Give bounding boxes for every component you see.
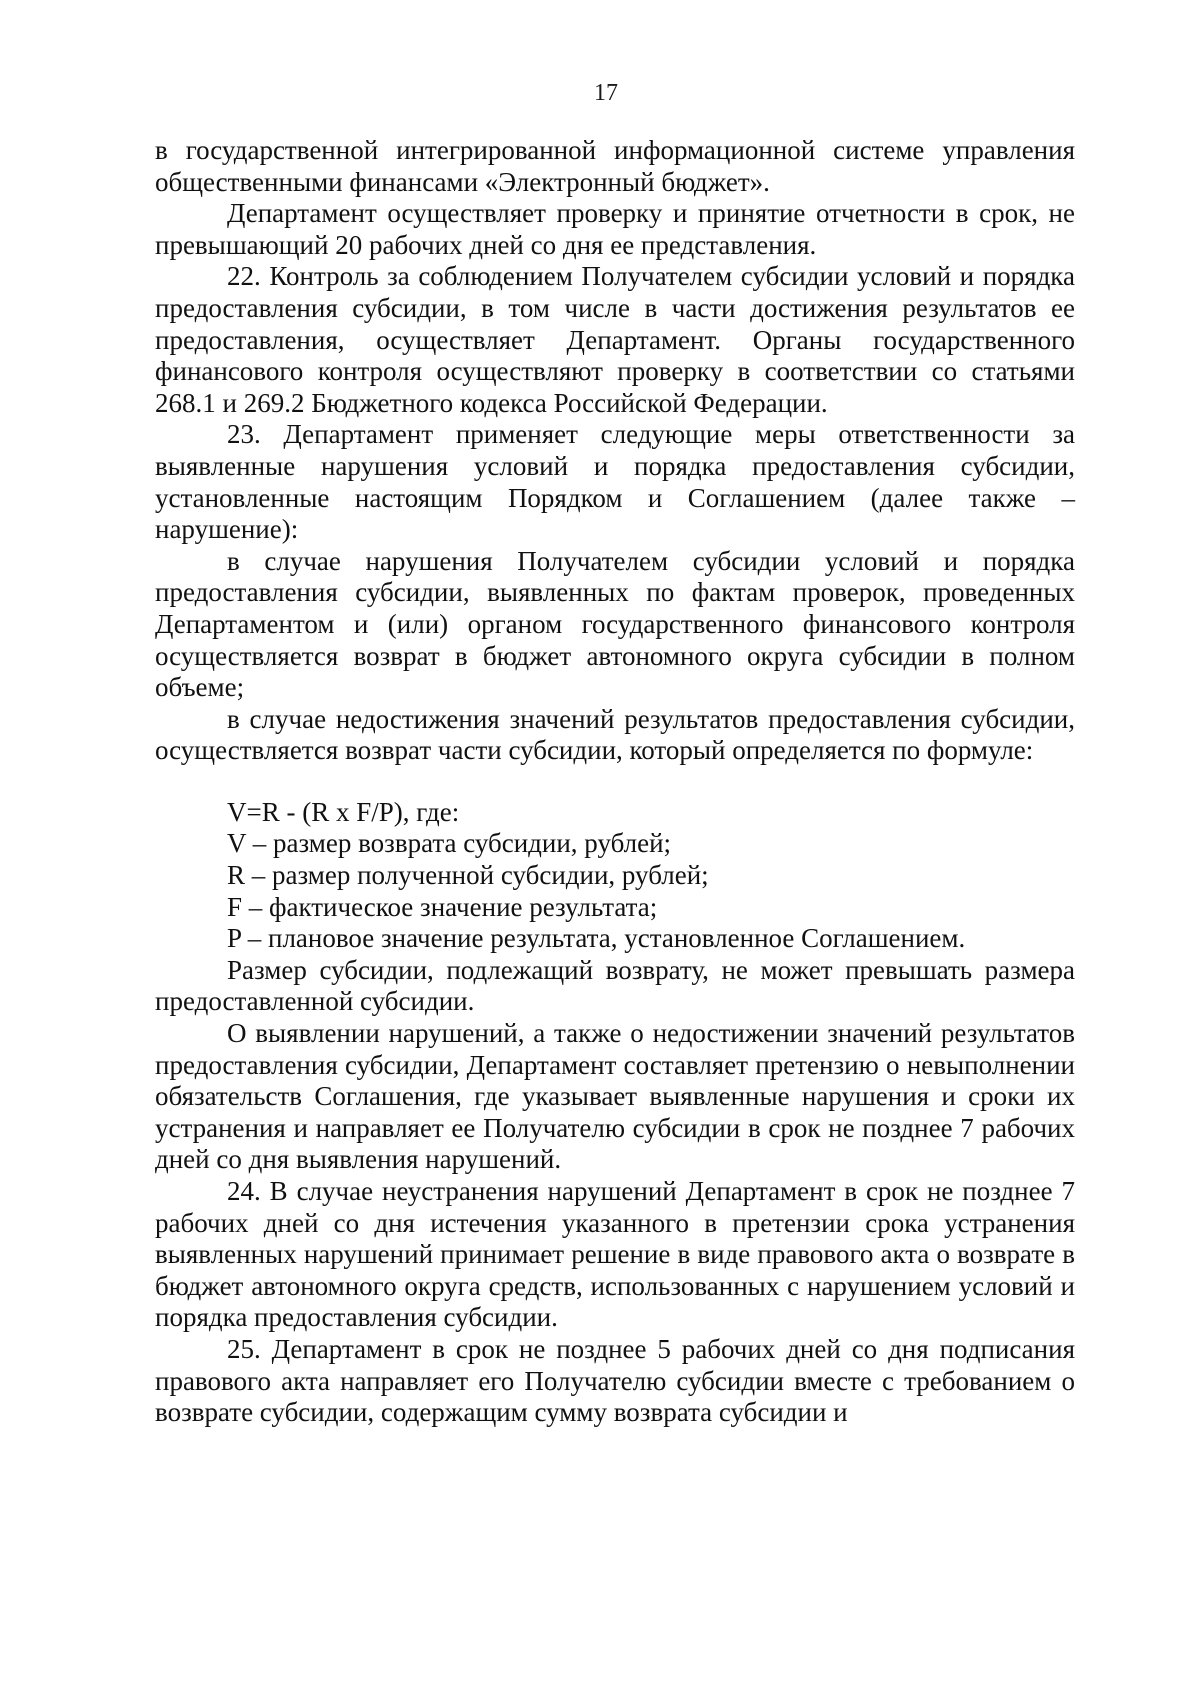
paragraph: в случае недостижения значений результатов предоставления субсидии, осуществляется возврат части субсидии, который определяется по формуле:	[155, 703, 1075, 766]
formula-line: R – размер полученной субсидии, рублей;	[227, 860, 709, 891]
page-number: 17	[594, 80, 618, 106]
paragraph: О выявлении нарушений, а также о недостижении значений результатов предоставления субсидии, Департамент составляет претензию о невыполнении обязательств Соглашения, где указывает выявленные нарушения и сроки их устранения и направляет ее Получателю субсидии в срок не позднее 7 рабочих дней со дня выявления нарушений.	[155, 1018, 1075, 1175]
paragraph-clause-24: 24. В случае неустранения нарушений Департамент в срок не позднее 7 рабочих дней со дня истечения указанного в претензии срока устранения выявленных нарушений принимает решение в виде правового акта о возврате в бюджет автономного округа средств, использованных с нарушением условий и порядка предоставления субсидии.	[155, 1176, 1075, 1333]
paragraph: в государственной интегрированной информационной системе управления общественными финансами «Электронный бюджет».	[155, 135, 1075, 197]
document-body	[155, 135, 1075, 1429]
formula-line: F – фактическое значение результата;	[227, 891, 658, 922]
spacer	[155, 767, 1075, 797]
formula-line: V=R - (R x F/P), где:	[227, 796, 460, 827]
paragraph: Департамент осуществляет проверку и принятие отчетности в срок, не превышающий 20 рабочих дней со дня ее представления.	[155, 198, 1075, 260]
paragraph-clause-22: 22. Контроль за соблюдением Получателем субсидии условий и порядка предоставления субсидии, в том числе в части достижения результатов ее предоставления, осуществляет Департамент. Органы государственного финансового контроля осуществляют проверку в соответствии со статьями 268.1 и 269.2 Бюджетного кодекса Российской Федерации.	[155, 261, 1075, 418]
formula-line: V – размер возврата субсидии, рублей;	[227, 828, 672, 859]
paragraph-clause-25: 25. Департамент в срок не позднее 5 рабочих дней со дня подписания правового акта направляет его Получателю субсидии вместе с требованием о возврате субсидии, содержащим сумму возврата субсидии и	[155, 1333, 1075, 1428]
formula-line: P – плановое значение результата, установленное Соглашением.	[227, 923, 966, 954]
paragraph-clause-23: 23. Департамент применяет следующие меры ответственности за выявленные нарушения условий и порядка предоставления субсидии, установленные настоящим Порядком и Соглашением (далее также – нарушение):	[155, 419, 1075, 545]
paragraph: в случае нарушения Получателем субсидии условий и порядка предоставления субсидии, выявленных по фактам проверок, проведенных Департаментом и (или) органом государственного финансового контроля осуществляется возврат в бюджет автономного округа субсидии в полном объеме;	[155, 545, 1075, 703]
paragraph: Размер субсидии, подлежащий возврату, не может превышать размера предоставленной субсидии.	[155, 954, 1075, 1017]
formula-block	[155, 797, 1075, 955]
